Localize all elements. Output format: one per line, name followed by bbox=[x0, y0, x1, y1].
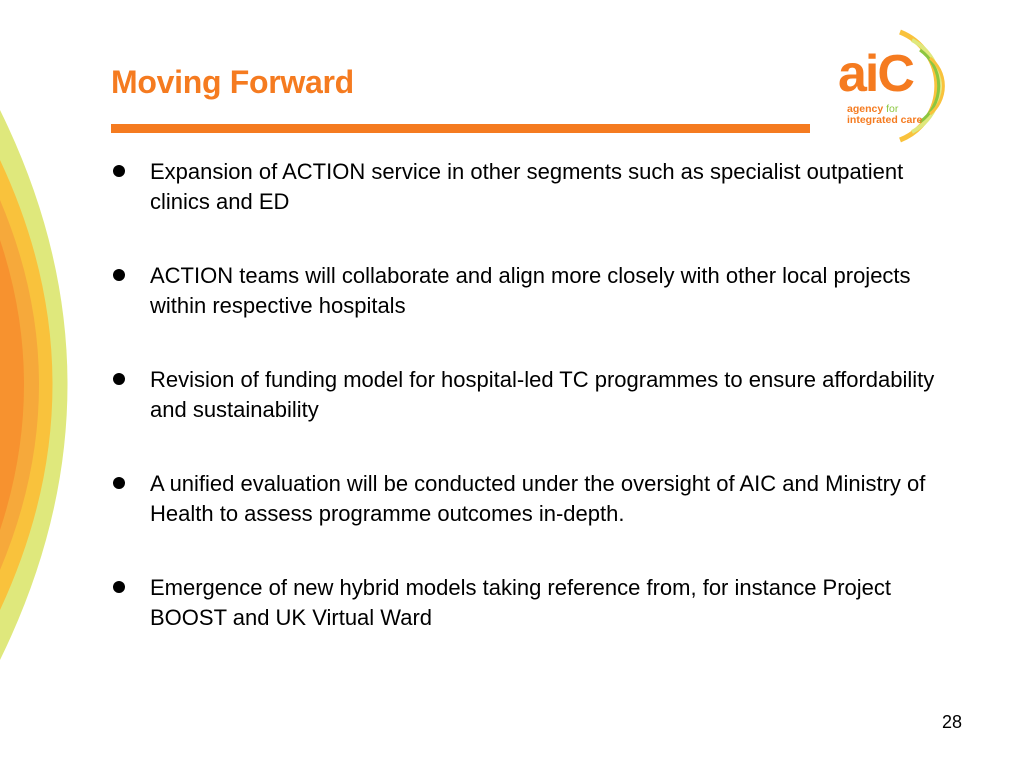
bullet-text: Expansion of ACTION service in other segments such as specialist outpatient clinics and ED bbox=[150, 159, 904, 214]
bullet-dot-icon bbox=[113, 165, 125, 177]
bullet-item bbox=[111, 157, 951, 217]
logo-tagline-agency: agency bbox=[847, 103, 884, 115]
bullet-item bbox=[111, 365, 951, 425]
bullet-dot-icon bbox=[113, 269, 125, 281]
logo-tagline-for: for bbox=[886, 103, 899, 115]
bullet-item bbox=[111, 469, 951, 529]
logo-wordmark: aiC bbox=[838, 45, 913, 103]
bullet-list bbox=[111, 157, 951, 677]
logo-tagline-integrated-care: integrated care bbox=[847, 114, 923, 126]
page-number: 28 bbox=[941, 712, 962, 732]
bullet-text: Revision of funding model for hospital-led TC programmes to ensure affordability and sustainability bbox=[150, 367, 935, 422]
bullet-dot-icon bbox=[113, 373, 125, 385]
bullet-text: Emergence of new hybrid models taking reference from, for instance Project BOOST and UK Virtual Ward bbox=[150, 575, 892, 630]
bullet-text: A unified evaluation will be conducted under the oversight of AIC and Ministry of Health to assess programme outcomes in-depth. bbox=[150, 471, 926, 526]
decorative-arcs bbox=[0, 0, 120, 768]
logo-tagline bbox=[847, 104, 922, 126]
title-underline bbox=[111, 124, 810, 133]
bullet-dot-icon bbox=[113, 477, 125, 489]
bullet-dot-icon bbox=[113, 581, 125, 593]
bullet-item bbox=[111, 573, 951, 633]
bullet-item bbox=[111, 261, 951, 321]
bullet-text: ACTION teams will collaborate and align more closely with other local projects within respective hospitals bbox=[150, 263, 911, 318]
slide-title: Moving Forward bbox=[111, 64, 354, 100]
